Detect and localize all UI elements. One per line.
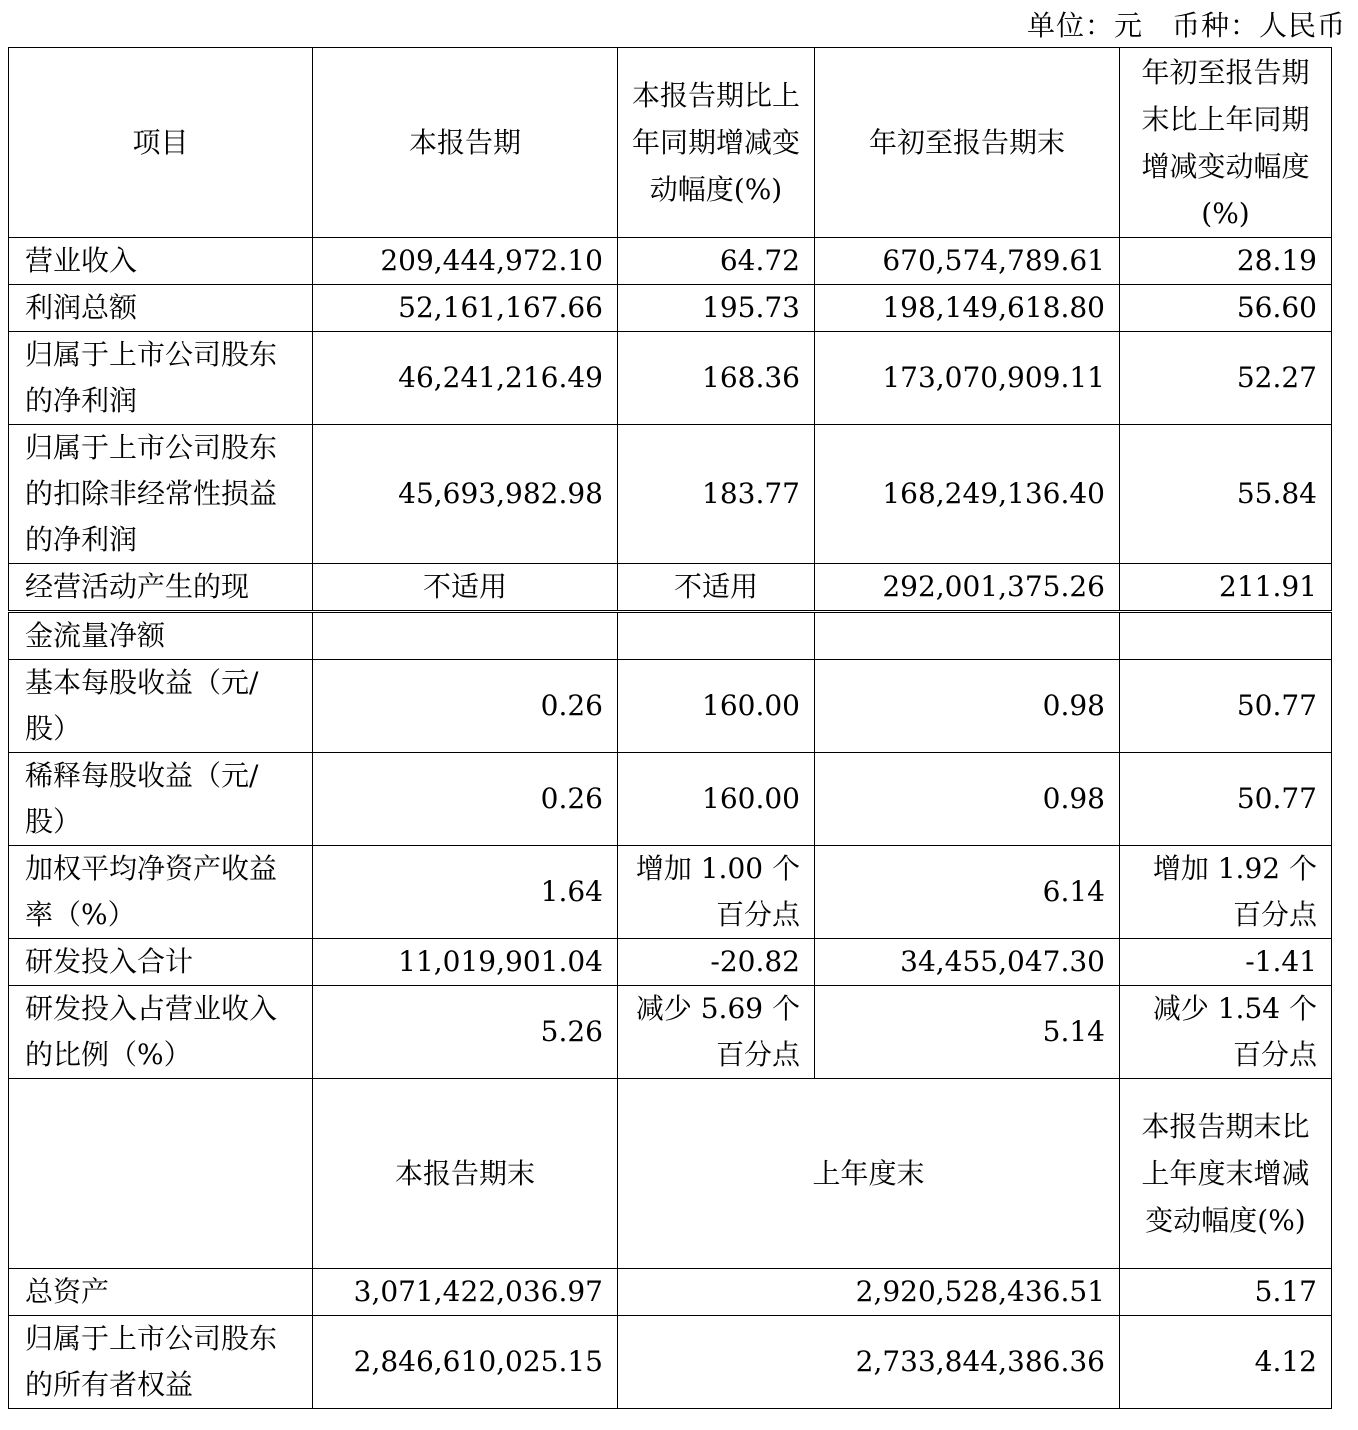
row-ytd: 168,249,136.40	[815, 425, 1120, 564]
row-ytd-change: 50.77	[1120, 753, 1332, 846]
row-current	[313, 612, 618, 660]
row-change: 4.12	[1120, 1316, 1332, 1409]
row-ytd-change: -1.41	[1120, 939, 1332, 986]
financial-data-table	[8, 47, 1332, 1409]
row-item: 稀释每股收益（元/股）	[9, 753, 313, 846]
table-row	[9, 1316, 1332, 1409]
table-row	[9, 660, 1332, 753]
row-current-change: 195.73	[618, 285, 815, 332]
row-item: 归属于上市公司股东的所有者权益	[9, 1316, 313, 1409]
row-current-change: 183.77	[618, 425, 815, 564]
row-change: 5.17	[1120, 1269, 1332, 1316]
row-current-change: 168.36	[618, 332, 815, 425]
table-row	[9, 564, 1332, 612]
row-period-end: 2,846,610,025.15	[313, 1316, 618, 1409]
row-item: 基本每股收益（元/股）	[9, 660, 313, 753]
header-ytd-change: 年初至报告期末比上年同期增减变动幅度(%)	[1120, 48, 1332, 238]
row-ytd: 0.98	[815, 753, 1120, 846]
row-ytd-change: 55.84	[1120, 425, 1332, 564]
row-ytd: 292,001,375.26	[815, 564, 1120, 612]
row-ytd-change: 减少 1.54 个百分点	[1120, 986, 1332, 1079]
row-item: 营业收入	[9, 238, 313, 285]
row-ytd-change: 28.19	[1120, 238, 1332, 285]
row-ytd-change: 56.60	[1120, 285, 1332, 332]
row-item: 利润总额	[9, 285, 313, 332]
row-period-end: 3,071,422,036.97	[313, 1269, 618, 1316]
row-ytd: 34,455,047.30	[815, 939, 1120, 986]
table-row	[9, 939, 1332, 986]
header-last-year-end: 上年度末	[618, 1079, 1120, 1269]
header2-blank	[9, 1079, 313, 1269]
row-current-change: 64.72	[618, 238, 815, 285]
row-current: 52,161,167.66	[313, 285, 618, 332]
row-item: 经营活动产生的现	[9, 564, 313, 612]
row-ytd-change: 52.27	[1120, 332, 1332, 425]
header-period-change: 本报告期末比上年度末增减变动幅度(%)	[1120, 1079, 1332, 1269]
row-current-change: 增加 1.00 个百分点	[618, 846, 815, 939]
table-row	[9, 238, 1332, 285]
header-ytd: 年初至报告期末	[815, 48, 1120, 238]
header-item: 项目	[9, 48, 313, 238]
row-ytd: 5.14	[815, 986, 1120, 1079]
table-row	[9, 332, 1332, 425]
header-row	[9, 48, 1332, 238]
table-row	[9, 986, 1332, 1079]
row-ytd	[815, 612, 1120, 660]
header-current-change: 本报告期比上年同期增减变动幅度(%)	[618, 48, 815, 238]
row-ytd: 173,070,909.11	[815, 332, 1120, 425]
row-ytd: 198,149,618.80	[815, 285, 1120, 332]
row-ytd-change	[1120, 612, 1332, 660]
row-item: 研发投入占营业收入的比例（%）	[9, 986, 313, 1079]
table-row	[9, 753, 1332, 846]
table-row	[9, 612, 1332, 660]
row-current-change: 160.00	[618, 753, 815, 846]
row-ytd-change: 增加 1.92 个百分点	[1120, 846, 1332, 939]
table-row	[9, 1269, 1332, 1316]
row-current-change: 减少 5.69 个百分点	[618, 986, 815, 1079]
row-current: 0.26	[313, 753, 618, 846]
row-current: 46,241,216.49	[313, 332, 618, 425]
row-last-year-end: 2,920,528,436.51	[618, 1269, 1120, 1316]
row-current: 不适用	[313, 564, 618, 612]
row-current-change	[618, 612, 815, 660]
unit-note: 单位：元 币种：人民币	[1026, 9, 1346, 42]
row-item: 研发投入合计	[9, 939, 313, 986]
row-ytd: 670,574,789.61	[815, 238, 1120, 285]
table-row	[9, 425, 1332, 564]
table-row	[9, 285, 1332, 332]
row-current-change: 不适用	[618, 564, 815, 612]
table-row	[9, 846, 1332, 939]
row-current-change: 160.00	[618, 660, 815, 753]
row-current: 209,444,972.10	[313, 238, 618, 285]
row-ytd: 0.98	[815, 660, 1120, 753]
header-current-period: 本报告期	[313, 48, 618, 238]
row-item: 总资产	[9, 1269, 313, 1316]
row-item: 加权平均净资产收益率（%）	[9, 846, 313, 939]
row-current: 0.26	[313, 660, 618, 753]
row-current-change: -20.82	[618, 939, 815, 986]
row-ytd-change: 211.91	[1120, 564, 1332, 612]
row-last-year-end: 2,733,844,386.36	[618, 1316, 1120, 1409]
row-ytd: 6.14	[815, 846, 1120, 939]
header-period-end: 本报告期末	[313, 1079, 618, 1269]
row-item: 归属于上市公司股东的净利润	[9, 332, 313, 425]
row-ytd-change: 50.77	[1120, 660, 1332, 753]
row-current: 45,693,982.98	[313, 425, 618, 564]
row-current: 5.26	[313, 986, 618, 1079]
row-current: 1.64	[313, 846, 618, 939]
row-item: 金流量净额	[9, 612, 313, 660]
row-current: 11,019,901.04	[313, 939, 618, 986]
row-item: 归属于上市公司股东的扣除非经常性损益的净利润	[9, 425, 313, 564]
header-row-2	[9, 1079, 1332, 1269]
